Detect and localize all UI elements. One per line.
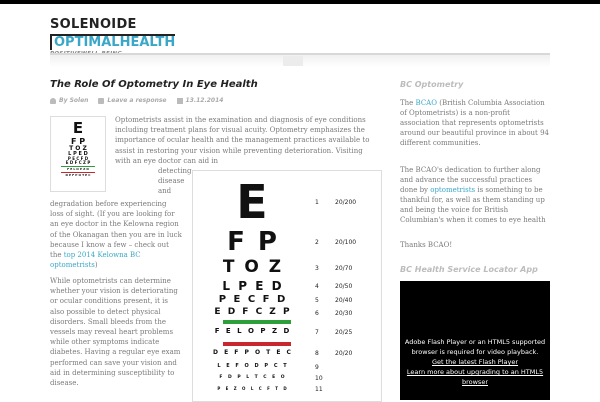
video-player[interactable]	[400, 281, 550, 400]
red-line-bar	[223, 342, 291, 346]
logo-line-2: OPTIMALHEALTH	[50, 34, 175, 50]
eye-chart-acuity: 20/20	[335, 350, 353, 357]
flash-player-link[interactable]: Get the latest Flash Player	[431, 358, 519, 366]
eye-chart-row-8: D E F P O T E C	[213, 349, 293, 356]
bc-paragraph-1: (British Columbia Association of Optometrists) is a non-profit association that represents optometrists around our beautiful province in about 94 different communities.	[400, 99, 549, 147]
post-comments-link[interactable]: Leave a response	[107, 97, 167, 104]
eye-chart-row-3: T O Z	[222, 257, 284, 277]
locator-heading: BC Health Service Locator App	[400, 265, 538, 274]
bc-thanks: Thanks BCAO!	[400, 241, 453, 249]
green-line-bar	[223, 320, 291, 324]
eye-chart-row-11: P E Z O L C F T D	[217, 386, 289, 391]
article-paragraph-3: While optometrists can determine whether your vision is deteriorating or ocular conditions present, it is also possible to detect physical disorders. Small bleeds from the vessels may reveal heart problems while other symptoms indicate diabetes. Having a regular eye exam performed can save your vision and aid in determining susceptibility to disease.	[50, 277, 181, 388]
eye-chart-acuity: 20/30	[335, 309, 353, 317]
eye-chart-acuity: 20/70	[335, 264, 353, 272]
eye-chart-row-1: E	[236, 175, 270, 229]
eye-chart-row-2: F P	[227, 227, 279, 257]
post-author[interactable]: By Solen	[59, 97, 89, 104]
post-meta	[50, 97, 223, 104]
eye-chart-acuity: 20/100	[335, 239, 357, 246]
bcao-link[interactable]: BCAO	[415, 99, 437, 107]
eye-chart-line-number: 8	[315, 350, 319, 357]
eye-chart-acuity: 20/50	[335, 283, 353, 290]
video-message-1: Adobe Flash Player or an HTML5 supported	[404, 338, 546, 346]
post-title[interactable]: The Role Of Optometry In Eye Health	[50, 79, 258, 90]
wrap-word-2: disease	[158, 177, 185, 186]
eye-chart-acuity: 20/40	[335, 297, 353, 304]
eye-chart-line-number: 5	[315, 297, 319, 304]
comment-icon	[98, 98, 104, 104]
eye-chart-row-10: F D P L T C E O	[219, 375, 287, 380]
html5-upgrade-link-cont[interactable]: browser	[461, 378, 488, 386]
article-paragraph-2: degradation before experiencing loss of sight. (If you are looking for an eye doctor in the Kelowna region of the Okanagan then you are in luck because I know a few – check out the	[50, 200, 182, 260]
eye-chart-row-5: P E C F D	[218, 294, 288, 305]
eye-chart-line-number: 3	[315, 264, 319, 272]
eye-chart-acuity: 20/200	[335, 199, 357, 206]
wrap-word-3: and	[158, 187, 172, 196]
eye-chart-line-number: 2	[315, 239, 319, 246]
eye-chart-thumbnail: E F P T O Z L P E D P E C F D E D F C Z P F E L O P Z D D E F P O T E C	[50, 116, 106, 192]
eye-chart-line-number: 6	[315, 309, 319, 317]
header-divider	[50, 53, 550, 55]
eye-chart-line-number: 9	[315, 363, 319, 371]
top-bar	[0, 0, 600, 4]
calendar-icon	[177, 98, 183, 104]
eye-chart-acuity: 20/25	[335, 328, 353, 336]
user-icon	[50, 98, 56, 104]
eye-chart-row-6: E D F C Z P	[214, 307, 292, 317]
wrap-word-1: detecting	[158, 167, 192, 175]
eye-chart-row-4: L P E D	[222, 279, 284, 293]
bc-optometry-heading: BC Optometry	[400, 80, 464, 89]
eye-chart-row-7: F E L O P Z D	[214, 327, 292, 335]
sidebar-optometrists-link[interactable]: optometrists	[430, 186, 476, 194]
eye-chart-line-number: 7	[315, 328, 319, 336]
eye-chart-line-number: 1	[315, 199, 319, 206]
article-paragraph-1: Optometrists assist in the examination and diagnosis of eye conditions including treatment plans for visual acuity. Optometry emphasizes the importance of ocular health and the management practices available to assist in restoring your vision while preventing deterioration. Visiting with an eye doctor can aid in	[115, 116, 370, 165]
site-logo[interactable]	[50, 18, 175, 57]
eye-chart-image	[192, 170, 382, 402]
bc-paragraph-2: The BCAO's dedication to further along and advance the successful practices done by	[400, 166, 541, 194]
eye-chart-line-number: 11	[315, 386, 323, 393]
post-date: 13.12.2014	[185, 97, 224, 104]
eye-chart-line-number: 4	[315, 283, 319, 290]
menu-toggle[interactable]	[283, 56, 303, 66]
logo-line-1: SOLENOIDE	[50, 17, 137, 32]
html5-upgrade-link[interactable]: Learn more about upgrading to an HTML5	[406, 368, 544, 376]
optometrists-link[interactable]: top 2014 Kelowna BC optometrists	[50, 251, 141, 270]
eye-chart-line-number: 10	[315, 375, 323, 383]
eye-chart-row-9: L E F O D P C T	[217, 363, 289, 369]
video-message-2: browser is required for video playback.	[411, 348, 539, 356]
